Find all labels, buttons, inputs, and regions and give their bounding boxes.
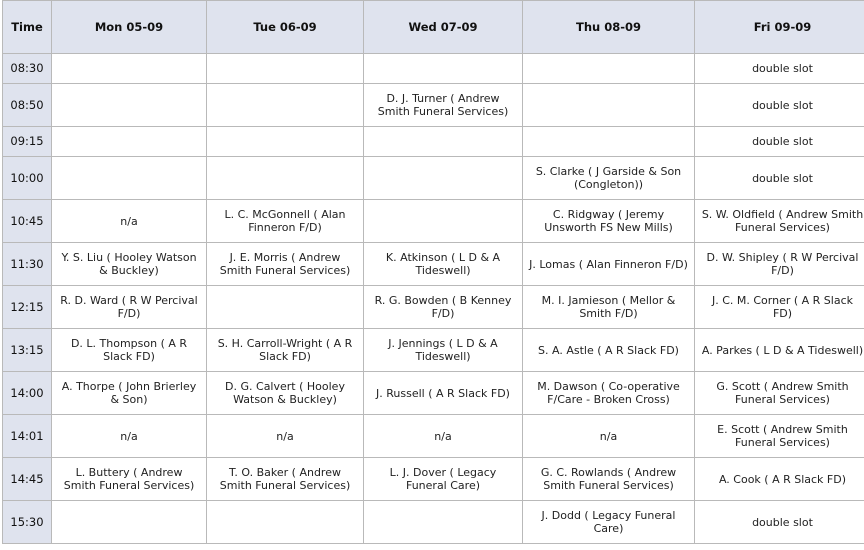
time-label: 10:45 (3, 200, 52, 243)
time-label: 14:00 (3, 372, 52, 415)
time-slot-row (3, 415, 864, 458)
slot-cell[interactable]: T. O. Baker ( Andrew Smith Funeral Services) (207, 458, 364, 501)
time-slot-row (3, 157, 864, 200)
slot-cell[interactable] (207, 127, 364, 157)
slot-cell[interactable]: n/a (52, 415, 207, 458)
slot-cell[interactable]: double slot (695, 501, 864, 544)
time-column-header: Time (3, 1, 52, 54)
slot-cell[interactable] (523, 84, 695, 127)
slot-cell[interactable]: n/a (364, 415, 523, 458)
slot-cell[interactable]: n/a (52, 200, 207, 243)
time-slot-row (3, 286, 864, 329)
slot-cell[interactable]: R. D. Ward ( R W Percival F/D) (52, 286, 207, 329)
slot-cell[interactable]: J. C. M. Corner ( A R Slack FD) (695, 286, 864, 329)
slot-cell[interactable] (207, 286, 364, 329)
day-column-header: Tue 06-09 (207, 1, 364, 54)
time-slot-row (3, 127, 864, 157)
slot-cell[interactable]: G. C. Rowlands ( Andrew Smith Funeral Services) (523, 458, 695, 501)
slot-cell[interactable]: D. G. Calvert ( Hooley Watson & Buckley) (207, 372, 364, 415)
slot-cell[interactable] (364, 157, 523, 200)
slot-cell[interactable] (207, 157, 364, 200)
slot-cell[interactable]: K. Atkinson ( L D & A Tideswell) (364, 243, 523, 286)
slot-cell[interactable] (52, 157, 207, 200)
schedule-table (2, 0, 864, 544)
slot-cell[interactable] (52, 54, 207, 84)
slot-cell[interactable] (207, 501, 364, 544)
day-column-header: Mon 05-09 (52, 1, 207, 54)
time-label: 14:01 (3, 415, 52, 458)
slot-cell[interactable]: n/a (523, 415, 695, 458)
day-column-header: Fri 09-09 (695, 1, 864, 54)
time-label: 11:30 (3, 243, 52, 286)
slot-cell[interactable] (364, 200, 523, 243)
time-slot-row (3, 54, 864, 84)
slot-cell[interactable] (207, 84, 364, 127)
slot-cell[interactable]: double slot (695, 84, 864, 127)
slot-cell[interactable]: Y. S. Liu ( Hooley Watson & Buckley) (52, 243, 207, 286)
time-label: 10:00 (3, 157, 52, 200)
slot-cell[interactable] (52, 501, 207, 544)
time-label: 15:30 (3, 501, 52, 544)
time-slot-row (3, 501, 864, 544)
slot-cell[interactable]: double slot (695, 54, 864, 84)
slot-cell[interactable]: S. A. Astle ( A R Slack FD) (523, 329, 695, 372)
time-slot-row (3, 200, 864, 243)
slot-cell[interactable]: G. Scott ( Andrew Smith Funeral Services) (695, 372, 864, 415)
header-row (3, 1, 864, 54)
time-slot-row (3, 458, 864, 501)
slot-cell[interactable]: L. J. Dover ( Legacy Funeral Care) (364, 458, 523, 501)
slot-cell[interactable] (523, 127, 695, 157)
time-slot-row (3, 84, 864, 127)
slot-cell[interactable] (364, 54, 523, 84)
slot-cell[interactable]: M. Dawson ( Co-operative F/Care - Broken Cross) (523, 372, 695, 415)
slot-cell[interactable]: J. Dodd ( Legacy Funeral Care) (523, 501, 695, 544)
slot-cell[interactable]: M. I. Jamieson ( Mellor & Smith F/D) (523, 286, 695, 329)
time-slot-row (3, 372, 864, 415)
time-label: 12:15 (3, 286, 52, 329)
slot-cell[interactable]: R. G. Bowden ( B Kenney F/D) (364, 286, 523, 329)
slot-cell[interactable]: D. L. Thompson ( A R Slack FD) (52, 329, 207, 372)
slot-cell[interactable] (207, 54, 364, 84)
time-label: 13:15 (3, 329, 52, 372)
slot-cell[interactable]: double slot (695, 157, 864, 200)
slot-cell[interactable]: A. Cook ( A R Slack FD) (695, 458, 864, 501)
slot-cell[interactable] (52, 84, 207, 127)
time-slot-row (3, 329, 864, 372)
slot-cell[interactable]: D. W. Shipley ( R W Percival F/D) (695, 243, 864, 286)
slot-cell[interactable]: L. C. McGonnell ( Alan Finneron F/D) (207, 200, 364, 243)
slot-cell[interactable]: A. Thorpe ( John Brierley & Son) (52, 372, 207, 415)
time-label: 14:45 (3, 458, 52, 501)
slot-cell[interactable]: J. Lomas ( Alan Finneron F/D) (523, 243, 695, 286)
slot-cell[interactable]: n/a (207, 415, 364, 458)
day-column-header: Thu 08-09 (523, 1, 695, 54)
slot-cell[interactable]: S. W. Oldfield ( Andrew Smith Funeral Services) (695, 200, 864, 243)
slot-cell[interactable] (364, 501, 523, 544)
time-label: 08:30 (3, 54, 52, 84)
slot-cell[interactable]: S. Clarke ( J Garside & Son (Congleton)) (523, 157, 695, 200)
slot-cell[interactable]: C. Ridgway ( Jeremy Unsworth FS New Mills) (523, 200, 695, 243)
slot-cell[interactable]: E. Scott ( Andrew Smith Funeral Services) (695, 415, 864, 458)
slot-cell[interactable]: J. Russell ( A R Slack FD) (364, 372, 523, 415)
slot-cell[interactable] (364, 127, 523, 157)
slot-cell[interactable]: double slot (695, 127, 864, 157)
slot-cell[interactable]: A. Parkes ( L D & A Tideswell) (695, 329, 864, 372)
slot-cell[interactable] (52, 127, 207, 157)
slot-cell[interactable]: D. J. Turner ( Andrew Smith Funeral Services) (364, 84, 523, 127)
slot-cell[interactable]: J. Jennings ( L D & A Tideswell) (364, 329, 523, 372)
time-label: 08:50 (3, 84, 52, 127)
slot-cell[interactable]: S. H. Carroll-Wright ( A R Slack FD) (207, 329, 364, 372)
slot-cell[interactable]: J. E. Morris ( Andrew Smith Funeral Services) (207, 243, 364, 286)
time-label: 09:15 (3, 127, 52, 157)
slot-cell[interactable]: L. Buttery ( Andrew Smith Funeral Services) (52, 458, 207, 501)
time-slot-row (3, 243, 864, 286)
day-column-header: Wed 07-09 (364, 1, 523, 54)
slot-cell[interactable] (523, 54, 695, 84)
